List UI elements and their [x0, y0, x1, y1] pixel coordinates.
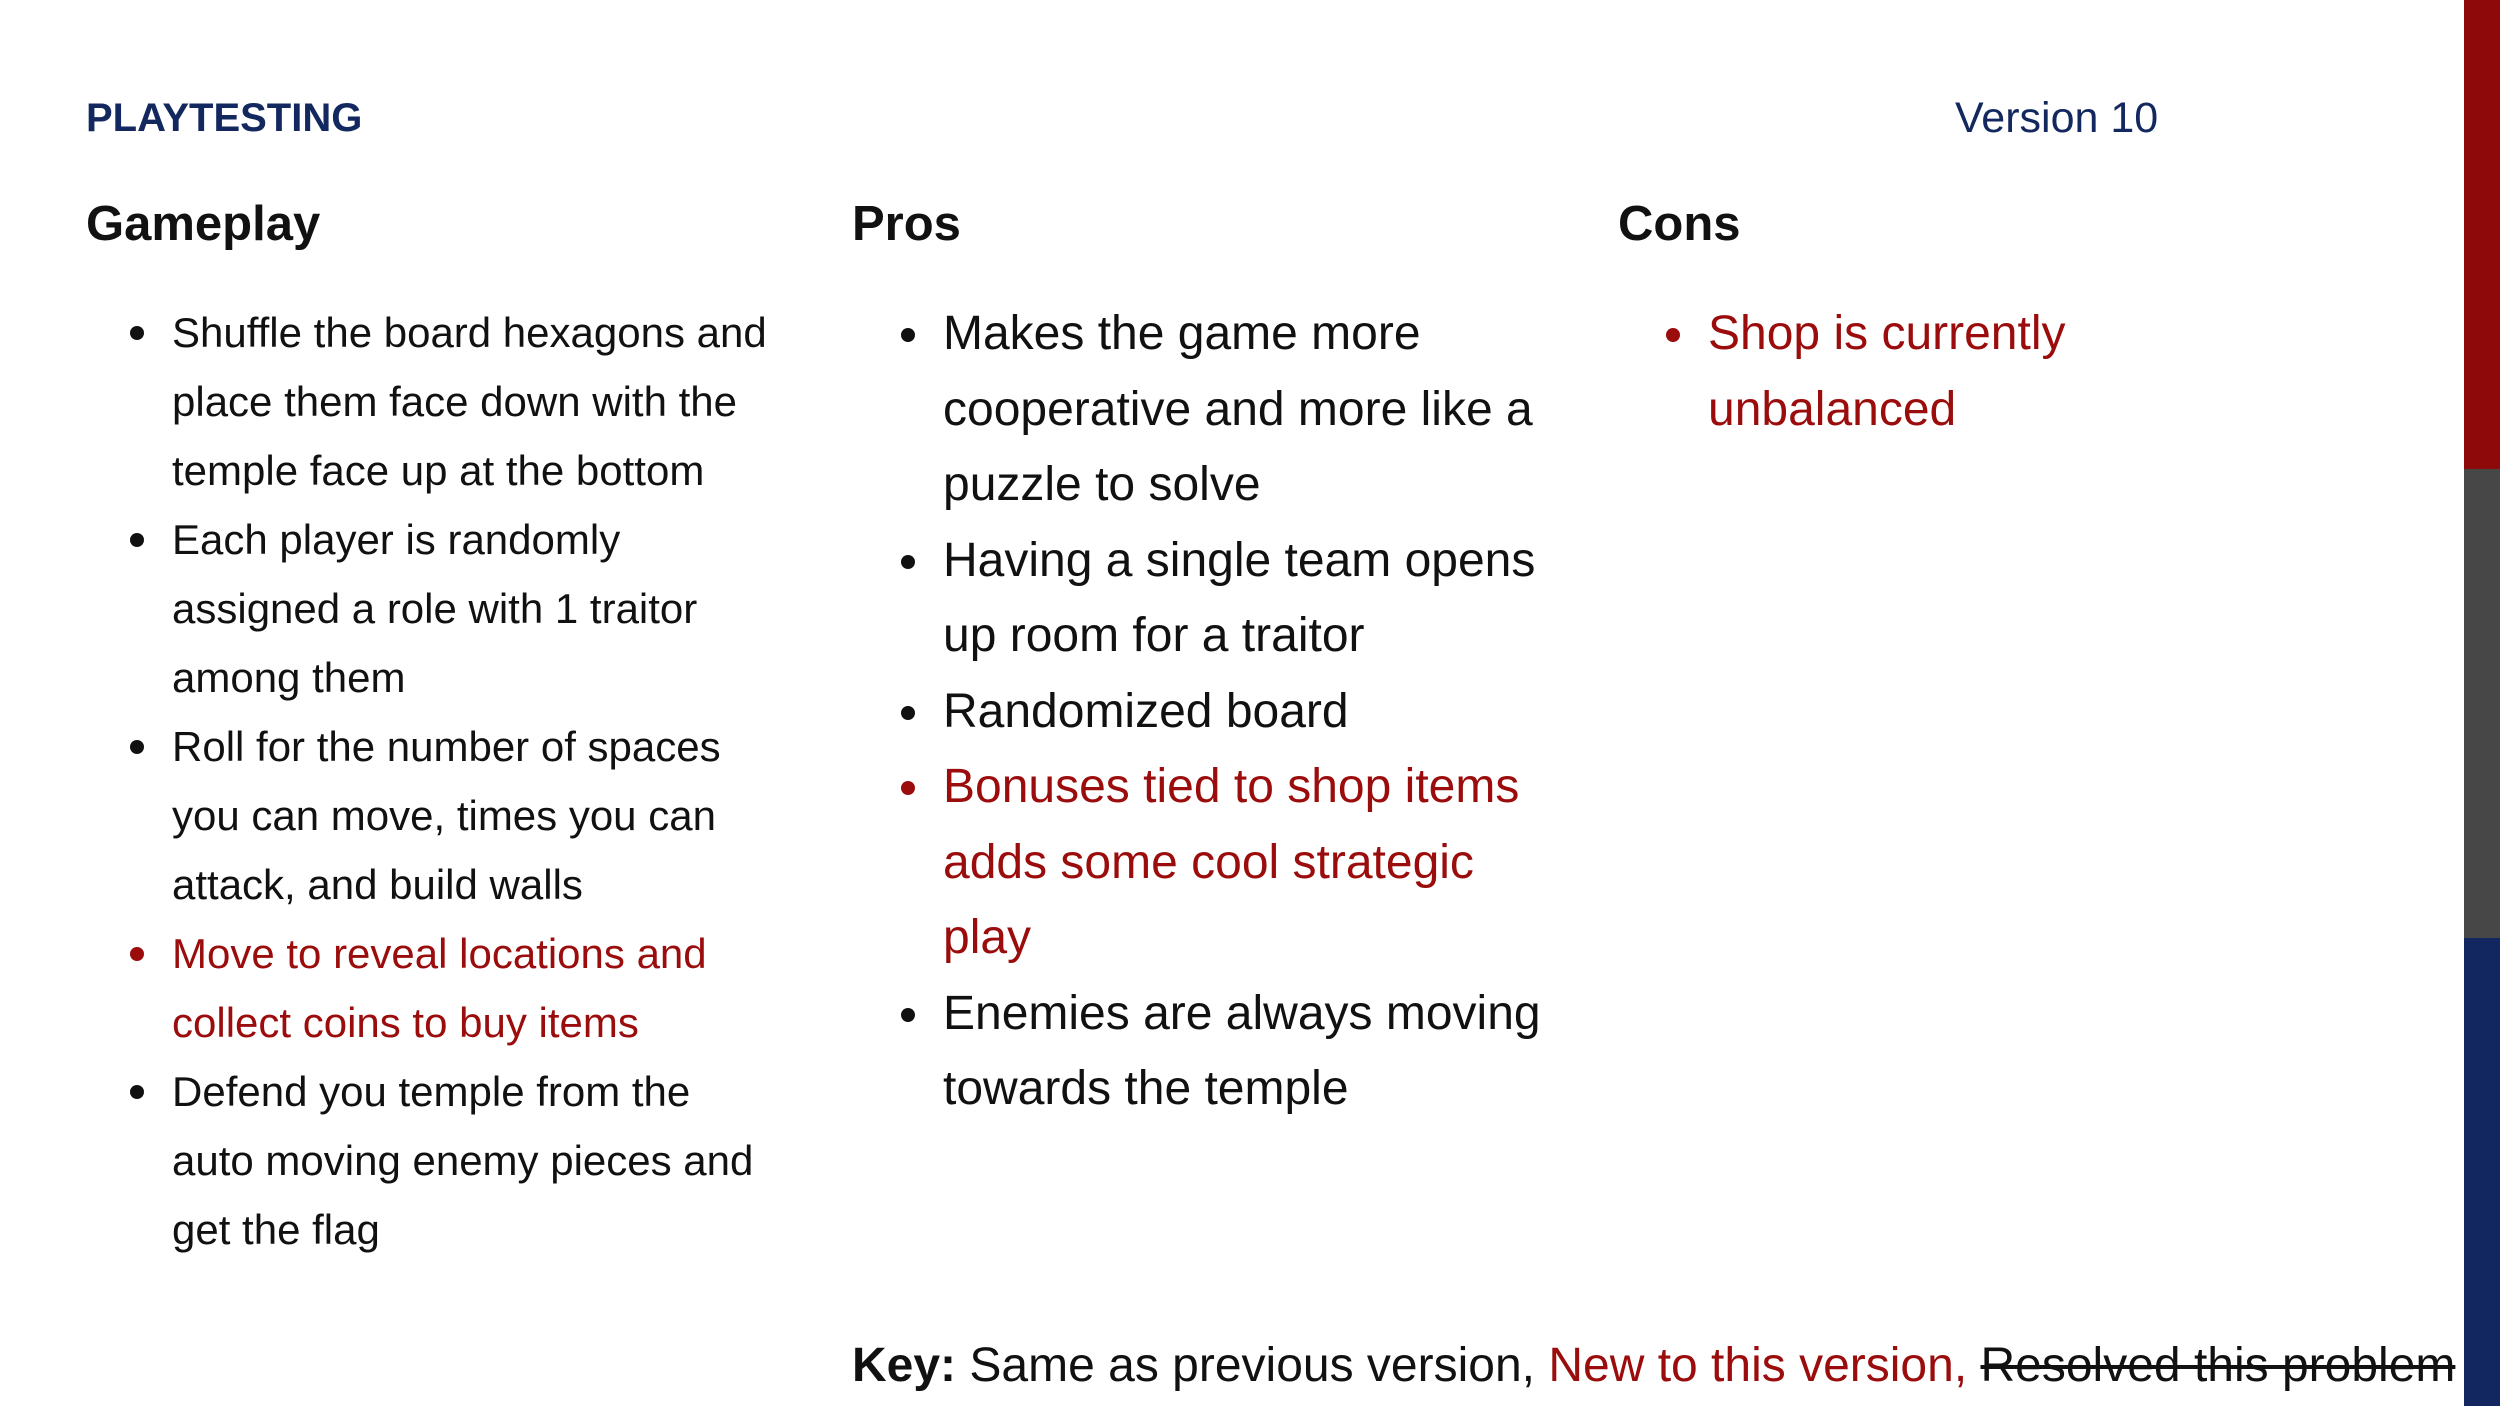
- gameplay-item: Defend you temple from the auto moving enemy pieces and get the flag: [172, 1057, 772, 1264]
- sidebar-stripe-gray: [2464, 469, 2500, 938]
- pros-item: Having a single team opens up room for a traitor: [943, 523, 1563, 674]
- pros-item: Randomized board: [943, 674, 1563, 750]
- key-same: Same as previous version,: [969, 1339, 1535, 1392]
- pros-item: Makes the game more cooperative and more like a puzzle to solve: [943, 296, 1563, 523]
- pros-item: Bonuses tied to shop items adds some cool strategic play: [943, 749, 1563, 976]
- gameplay-item: Each player is randomly assigned a role with 1 traitor among them: [172, 505, 772, 712]
- key-resolved: Resolved this problem: [1980, 1339, 2456, 1392]
- pros-list: [943, 296, 1563, 1127]
- gameplay-item: Roll for the number of spaces you can move, times you can attack, and build walls: [172, 712, 772, 919]
- page-title: PLAYTESTING: [86, 96, 363, 140]
- gameplay-item: Move to reveal locations and collect coins to buy items: [172, 919, 772, 1057]
- gameplay-item: Shuffle the board hexagons and place them face down with the temple face up at the bottom: [172, 298, 772, 505]
- cons-item: Shop is currently unbalanced: [1708, 296, 2208, 447]
- legend-key: [852, 1338, 2455, 1393]
- cons-heading: Cons: [1618, 197, 1741, 251]
- key-new: New to this version,: [1548, 1339, 1968, 1392]
- gameplay-list: [172, 298, 772, 1264]
- version-label: Version 10: [1955, 94, 2159, 142]
- pros-item: Enemies are always moving towards the temple: [943, 976, 1563, 1127]
- cons-list: [1708, 296, 2208, 447]
- sidebar-stripe-red: [2464, 0, 2500, 469]
- gameplay-heading: Gameplay: [86, 197, 321, 251]
- key-label: Key:: [852, 1339, 957, 1392]
- sidebar-stripe-blue: [2464, 938, 2500, 1406]
- pros-heading: Pros: [852, 197, 961, 251]
